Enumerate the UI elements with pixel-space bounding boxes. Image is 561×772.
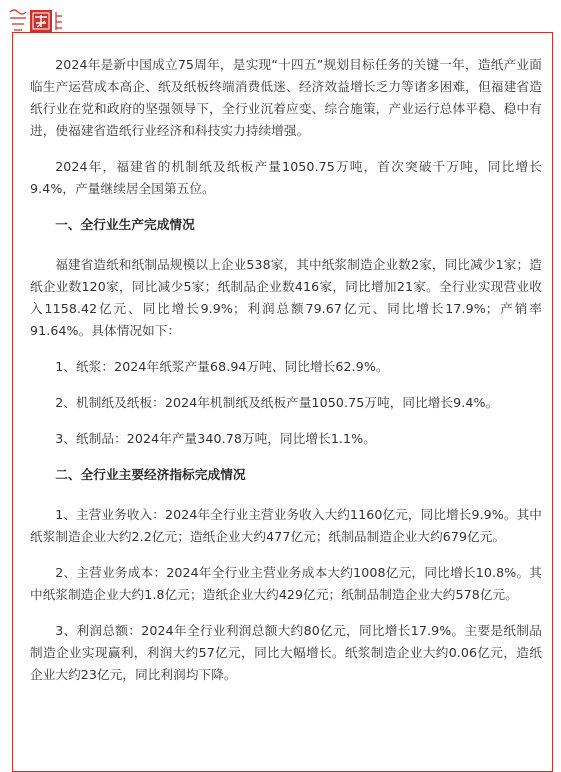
paper-board-paragraph: 2、机制纸及纸板：2024年机制纸及纸板产量1050.75万吨，同比增长9.4%。 — [55, 395, 499, 410]
profit-paragraph: 3、利润总额：2024年全行业利润总额大约80亿元，同比增长17.9%。主要是纸制品制造企业实现赢利，利润大约57亿元，同比大幅增长。纸浆制造企业大约0.06亿元，造纸企业大约23亿元，同比利润均下降。 — [30, 623, 542, 682]
intro-paragraph: 2024年是新中国成立75周年，是实现“十四五”规划目标任务的关键一年，造纸产业面临生产运营成本高企、纸及纸板终端消费低迷、经济效益增长乏力等诸多困难，但福建省造纸行业在党和政府的坚强领导下，全行业沉着应变、综合施策，产业运行总体平稳、稳中有进，使福建省造纸行业经济和科技实力持续增强。 — [30, 57, 542, 138]
paper-products-paragraph: 3、纸制品：2024年产量340.78万吨，同比增长1.1%。 — [55, 431, 376, 446]
section-heading-economics: 二、全行业主要经济指标完成情况 — [55, 467, 246, 482]
section-heading-production: 一、全行业生产完成情况 — [55, 217, 195, 232]
enterprise-stats-paragraph: 福建省造纸和纸制品规模以上企业538家，其中纸浆制造企业数2家，同比减少1家；造纸企业数120家，同比减少5家；纸制品企业数416家，同比增加21家。全行业实现营业收入1158.42亿元、同比增长9.9%；利润总额79.67亿元、同比增长17.9%；产销率91.64%。具体情况如下： — [30, 257, 542, 338]
pulp-paragraph: 1、纸浆：2024年纸浆产量68.94万吨、同比增长62.9%。 — [55, 359, 389, 374]
logo-seal — [4, 2, 68, 40]
article-body — [30, 54, 542, 700]
cost-paragraph: 2、主营业务成本：2024年全行业主营业务成本大约1008亿元，同比增长10.8%。其中纸浆制造企业大约1.8亿元；造纸企业大约429亿元；纸制品制造企业大约578亿元。 — [30, 565, 542, 602]
revenue-paragraph: 1、主营业务收入：2024年全行业主营业务收入大约1160亿元，同比增长9.9%。其中纸浆制造企业大约2.2亿元；造纸企业大约477亿元；纸制品制造企业大约679亿元。 — [30, 507, 542, 544]
summary-paragraph: 2024年，福建省的机制纸及纸板产量1050.75万吨，首次突破千万吨，同比增长9.4%，产量继续居全国第五位。 — [30, 159, 542, 196]
